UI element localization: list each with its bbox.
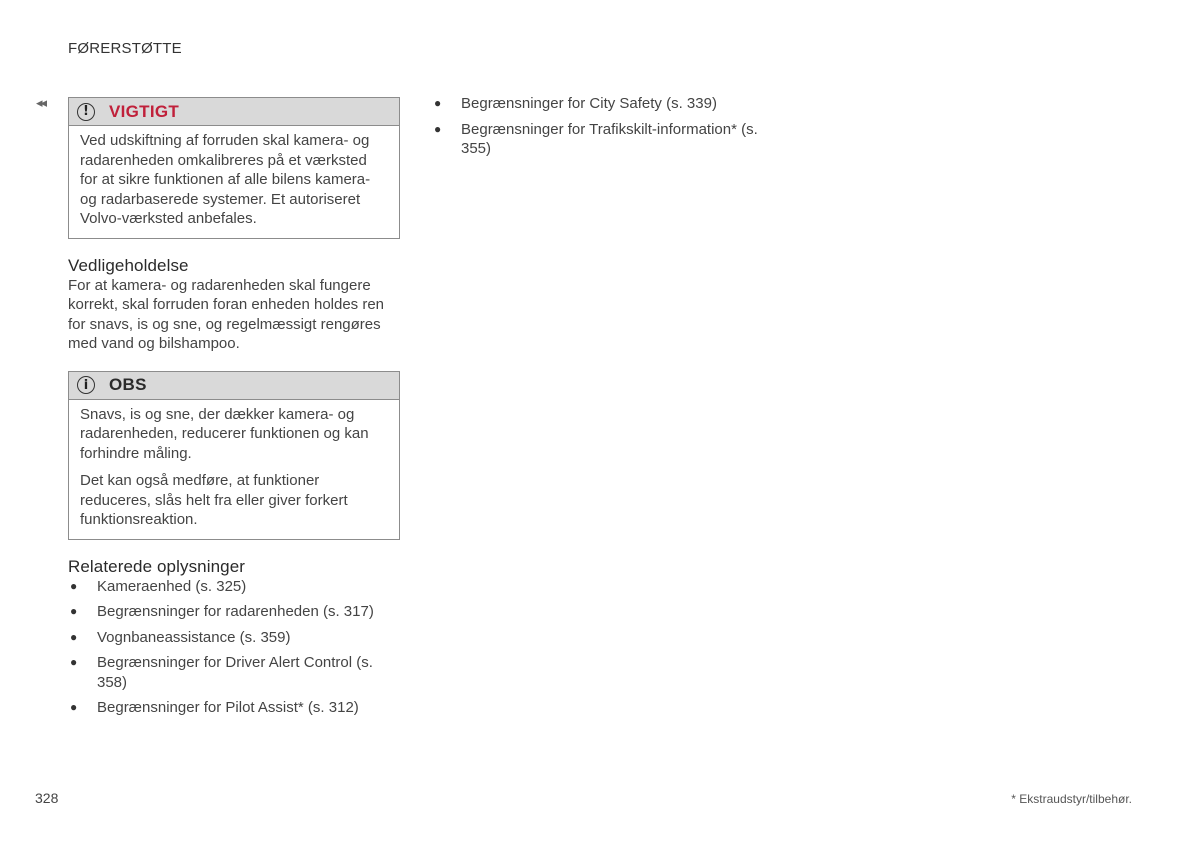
footnote: * Ekstraudstyr/tilbehør. [1011,792,1132,806]
note-notice-body [69,400,399,539]
related-item-link[interactable]: Begrænsninger for City Safety (s. 339) [461,95,717,112]
related-item-link[interactable]: Begrænsninger for radarenheden (s. 317) [97,603,374,620]
related-list [68,577,400,718]
page-header-title: FØRERSTØTTE [68,40,182,57]
page-number: 328 [35,790,59,806]
important-notice-header [69,98,399,126]
bullet-icon: ● [70,655,78,669]
note-paragraph: Det kan også medføre, at funktioner reduceres, slås helt fra eller giver forkert funktionsreaktion. [80,472,348,528]
related-heading: Relaterede oplysninger [68,556,246,576]
bullet-icon: ● [70,578,78,593]
right-column [432,94,762,165]
related-list-continued [432,94,762,159]
left-column [68,97,400,724]
related-item[interactable] [68,628,400,648]
note-notice [68,371,400,540]
related-item[interactable] [432,120,762,159]
important-notice-body [69,126,399,238]
related-item[interactable] [68,602,400,622]
related-item-link[interactable]: Vognbaneassistance (s. 359) [97,628,291,646]
note-notice-header [69,372,399,400]
bullet-icon: ● [434,96,442,110]
bullet-icon: ● [70,629,78,644]
important-notice [68,97,400,239]
bullet-icon: ● [70,604,78,618]
maintenance-text: For at kamera- og radarenheden skal fungere korrekt, skal forruden foran enheden holdes ren for snavs, is og sne, og regelmæssigt rengøres med vand og bilshampoo. [68,276,385,352]
important-notice-text: Ved udskiftning af forruden skal kamera- og radarenheden omkalibreres på et værksted for at sikre funktionen af alle bilens kamera- og radarbaserede systemer. Et autoriseret Volvo-værksted anbefales. [80,132,371,227]
exclamation-icon: ! [77,103,95,121]
important-notice-title: VIGTIGT [109,101,180,121]
maintenance-heading: Vedligeholdelse [68,255,189,275]
related-item[interactable] [68,653,400,692]
bullet-icon: ● [434,121,442,136]
bullet-icon: ● [70,700,78,714]
related-item-link[interactable]: Begrænsninger for Pilot Assist* (s. 312) [97,699,359,716]
related-item[interactable] [432,94,762,114]
info-icon: i [77,376,95,394]
related-item[interactable] [68,698,400,718]
related-item-link[interactable]: Kameraenhed (s. 325) [97,577,247,595]
related-item[interactable] [68,577,400,597]
back-marker-icon[interactable]: ◂◂ [36,95,46,110]
related-item-link[interactable]: Begrænsninger for Driver Alert Control (s. 358) [97,654,373,691]
note-notice-title: OBS [109,375,147,394]
related-item-link[interactable]: Begrænsninger for Trafikskilt-information* (s. 355) [461,120,758,157]
note-paragraph: Snavs, is og sne, der dækker kamera- og radarenheden, reducerer funktionen og kan forhindre måling. [80,405,369,462]
